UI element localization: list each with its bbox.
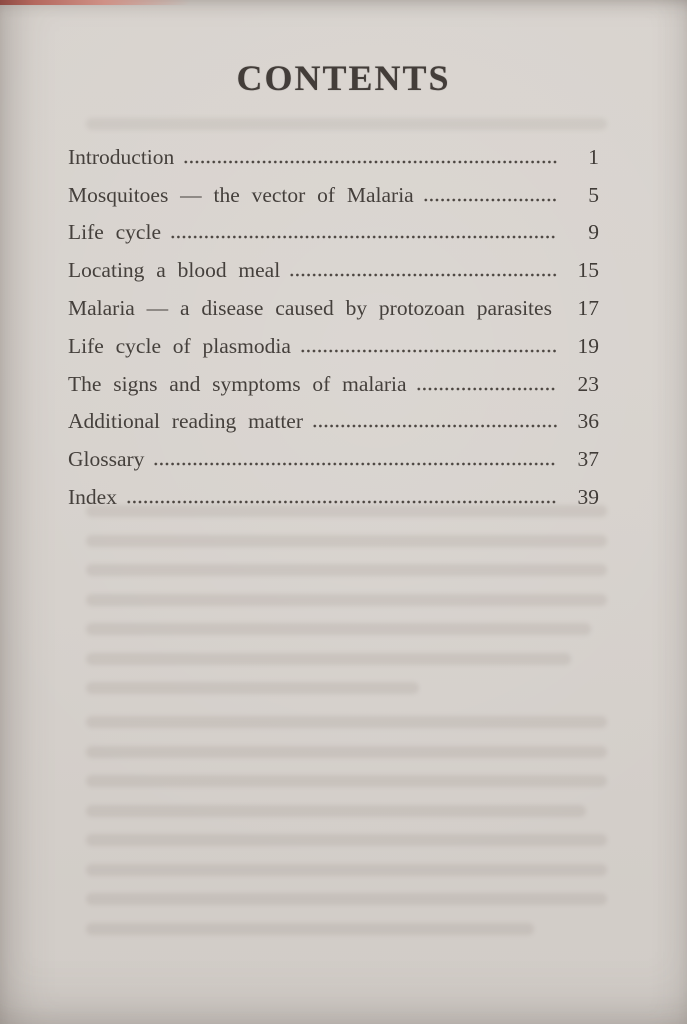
bleed-through-line [86, 834, 607, 846]
bleed-through-line [86, 716, 607, 728]
bleed-through-line [86, 805, 586, 817]
toc-entry-page-number: 19 [577, 333, 599, 358]
toc-entry-label: Life cycle of plasmodia [68, 333, 291, 358]
dotted-leader [416, 373, 557, 396]
bleed-through-line [86, 564, 607, 576]
toc-row [68, 282, 599, 320]
dotted-leader [312, 410, 557, 433]
bleed-through-text [86, 505, 607, 712]
bleed-through-line [86, 505, 607, 517]
bleed-through-line [86, 864, 607, 876]
bleed-through-line [86, 923, 534, 935]
bleed-through-line [86, 653, 571, 665]
toc-row [68, 396, 599, 434]
toc-entry-page-number: 39 [577, 484, 599, 509]
page-title: CONTENTS [236, 58, 451, 98]
toc-row [68, 320, 599, 358]
dotted-leader [289, 259, 557, 282]
toc-entry-page-number: 5 [588, 182, 599, 207]
toc-entry-label: Mosquitoes — the vector of Malaria [68, 182, 414, 207]
toc-entry-label: The signs and symptoms of malaria [68, 371, 407, 396]
toc-entry-label: Index [68, 484, 117, 509]
toc-entry-label: Additional reading matter [68, 409, 303, 434]
table-of-contents [68, 131, 599, 509]
toc-row [68, 244, 599, 282]
bleed-through-text [86, 716, 607, 952]
bleed-through-line [86, 775, 607, 787]
toc-entry-label: Malaria — a disease caused by protozoan parasites [68, 295, 552, 320]
toc-entry-label: Glossary [68, 447, 145, 472]
toc-row [68, 471, 599, 509]
toc-entry-label: Locating a blood meal [68, 258, 281, 283]
bleed-through-line [86, 746, 607, 758]
dotted-leader [183, 146, 557, 169]
bleed-through-line [86, 535, 607, 547]
toc-entry-page-number: 23 [577, 371, 599, 396]
toc-entry-page-number: 15 [577, 258, 599, 283]
dotted-leader [153, 448, 557, 471]
toc-entry-page-number: 37 [577, 447, 599, 472]
bleed-through-line [86, 682, 419, 694]
toc-row [68, 207, 599, 245]
toc-row [68, 358, 599, 396]
dotted-leader [423, 184, 557, 207]
toc-row [68, 131, 599, 169]
toc-entry-page-number: 9 [588, 220, 599, 245]
toc-entry-label: Life cycle [68, 220, 161, 245]
dotted-leader [300, 335, 557, 358]
bleed-through-line [86, 594, 607, 606]
bleed-through-line [86, 118, 607, 130]
bleed-through-line [86, 623, 591, 635]
bleed-through-line [86, 893, 607, 905]
toc-entry-page-number: 36 [577, 409, 599, 434]
toc-entry-page-number: 17 [577, 295, 599, 320]
dotted-leader [170, 221, 557, 244]
toc-entry-label: Introduction [68, 144, 175, 169]
toc-entry-page-number: 1 [588, 144, 599, 169]
toc-row [68, 433, 599, 471]
cover-edge-strip [0, 0, 190, 5]
toc-row [68, 169, 599, 207]
